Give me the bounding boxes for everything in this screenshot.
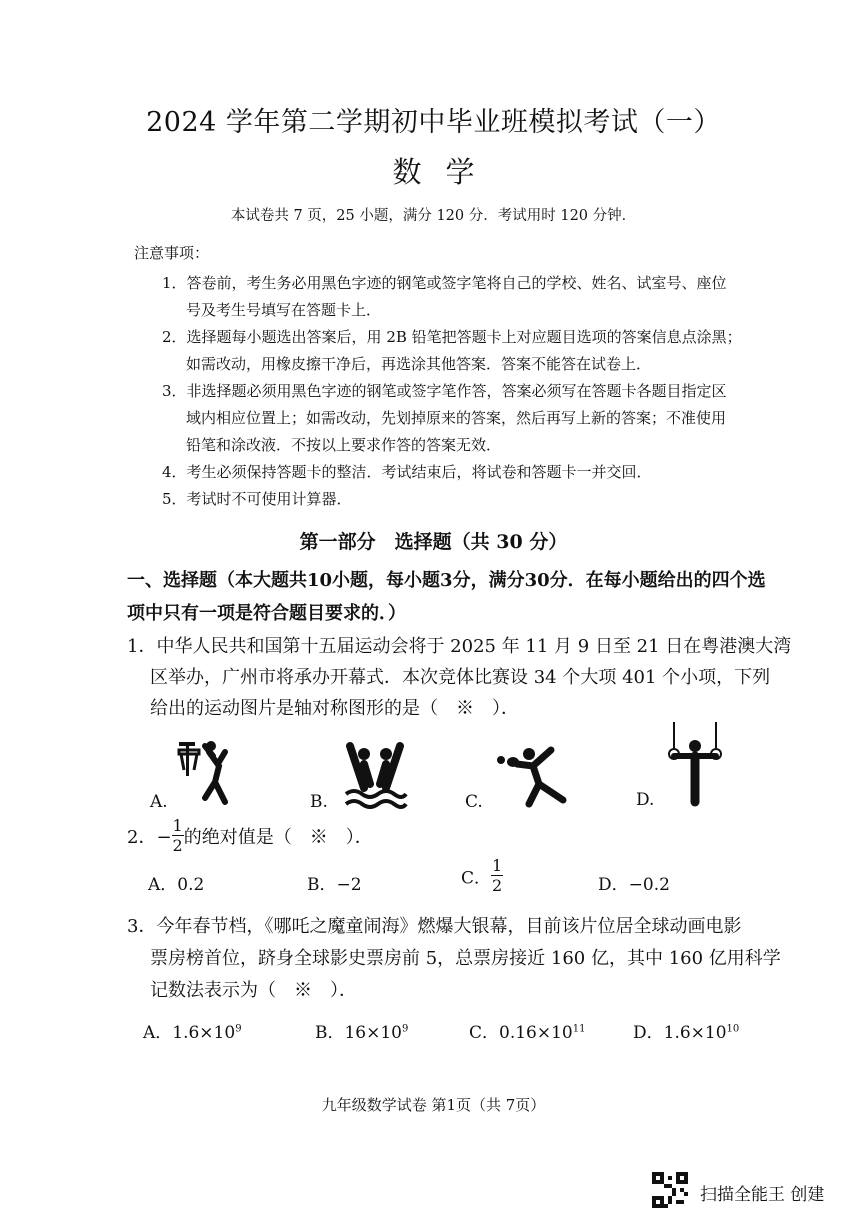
notice-item: 2．选择题每小题选出答案后，用 2B 铅笔把答题卡上对应题目选项的答案信息点涂黑； <box>162 328 742 346</box>
option-label: D. <box>636 790 655 810</box>
option-c-base: C．0.16×10 <box>469 1023 573 1043</box>
question-2 <box>127 818 373 854</box>
option-a: A．0.2 <box>148 875 205 895</box>
question-2-prefix: 2．− <box>127 827 172 848</box>
option-c <box>461 858 503 894</box>
exam-info: 本试卷共 7 页，25 小题，满分 120 分．考试用时 120 分钟． <box>230 208 637 224</box>
question-3-line: 3．今年春节档，《哪吒之魔童闹海》燃爆大银幕，目前该片位居全球动画电影 <box>127 916 742 937</box>
notice-item: 3．非选择题必须用黑色字迹的钢笔或签字笔作答，答案必须写在答题卡各题目指定区 <box>162 382 727 400</box>
exam-title: 2024 学年第二学期初中毕业班模拟考试（一） <box>146 107 721 138</box>
notice-item: 域内相应位置上；如需改动，先划掉原来的答案，然后再写上新的答案；不准使用 <box>186 409 727 427</box>
notice-item: 5．考试时不可使用计算器． <box>162 490 352 508</box>
notice-item: 如需改动，用橡皮擦干净后，再选涂其他答案．答案不能答在试卷上． <box>186 355 652 373</box>
numerator: 1 <box>172 816 183 835</box>
option-a-base: A．1.6×10 <box>143 1023 236 1043</box>
option-b <box>315 1018 408 1043</box>
option-d: D．−0.2 <box>598 875 670 895</box>
denominator: 2 <box>492 876 503 895</box>
option-label: C. <box>465 792 483 812</box>
fraction <box>172 818 184 854</box>
option-c-exponent: 11 <box>572 1023 586 1035</box>
notice-item: 铅笔和涂改液．不按以上要求作答的答案无效． <box>186 436 502 454</box>
section-instruction: 一、选择题（本大题共10小题，每小题3分，满分30分．在每小题给出的四个选 <box>127 570 766 591</box>
table-tennis-player-icon <box>495 744 575 808</box>
question-3-line: 票房榜首位，跻身全球影史票房前 5，总票房接近 160 亿，其中 160 亿用科学 <box>150 948 781 969</box>
option-b-base: B．16×10 <box>315 1023 403 1043</box>
synchronized-swimmers-icon <box>340 740 410 810</box>
part-title: 第一部分 选择题（共 30 分） <box>299 531 568 553</box>
question-2-stem: 的绝对值是（ ※ ）． <box>183 827 373 848</box>
notice-heading: 注意事项： <box>134 244 210 262</box>
numerator: 1 <box>492 856 503 875</box>
page-footer: 九年级数学试卷 第1页（共 7页） <box>321 1096 546 1114</box>
option-b: B．−2 <box>307 875 362 895</box>
question-1-line: 给出的运动图片是轴对称图形的是（ ※ ）． <box>150 698 519 719</box>
option-c <box>469 1018 585 1043</box>
option-label: B. <box>310 792 328 812</box>
option-c-label: C． <box>461 868 492 889</box>
option-b-exponent: 9 <box>402 1023 409 1035</box>
section-instruction: 项中只有一项是符合题目要求的．） <box>127 603 406 624</box>
qr-code-icon <box>652 1172 688 1208</box>
option-d <box>633 1018 739 1043</box>
basketball-player-icon <box>175 740 241 806</box>
question-1-line: 区举办，广州市将承办开幕式．本次竞体比赛设 34 个大项 401 个小项，下列 <box>150 667 771 688</box>
question-3-line: 记数法表示为（ ※ ）． <box>150 980 357 1001</box>
option-d-base: D．1.6×10 <box>633 1023 727 1043</box>
notice-item: 4．考生必须保持答题卡的整洁．考试结束后，将试卷和答题卡一并交回． <box>162 463 652 481</box>
option-d-exponent: 10 <box>726 1023 740 1035</box>
denominator: 2 <box>172 836 183 855</box>
scanner-watermark: 扫描全能王 创建 <box>700 1185 825 1205</box>
option-a <box>143 1018 242 1043</box>
option-a-exponent: 9 <box>235 1023 242 1035</box>
notice-item: 1．答卷前，考生务必用黑色字迹的钢笔或签字笔将自己的学校、姓名、试室号、座位 <box>162 274 727 292</box>
fraction <box>491 858 503 894</box>
subject-title: 数学 <box>392 155 499 189</box>
option-label: A. <box>150 792 168 812</box>
rings-gymnast-icon <box>668 722 722 808</box>
notice-item: 号及考生号填写在答题卡上． <box>186 301 382 319</box>
question-1-line: 1．中华人民共和国第十五届运动会将于 2025 年 11 月 9 日至 21 日在粤港澳大湾 <box>127 636 792 657</box>
